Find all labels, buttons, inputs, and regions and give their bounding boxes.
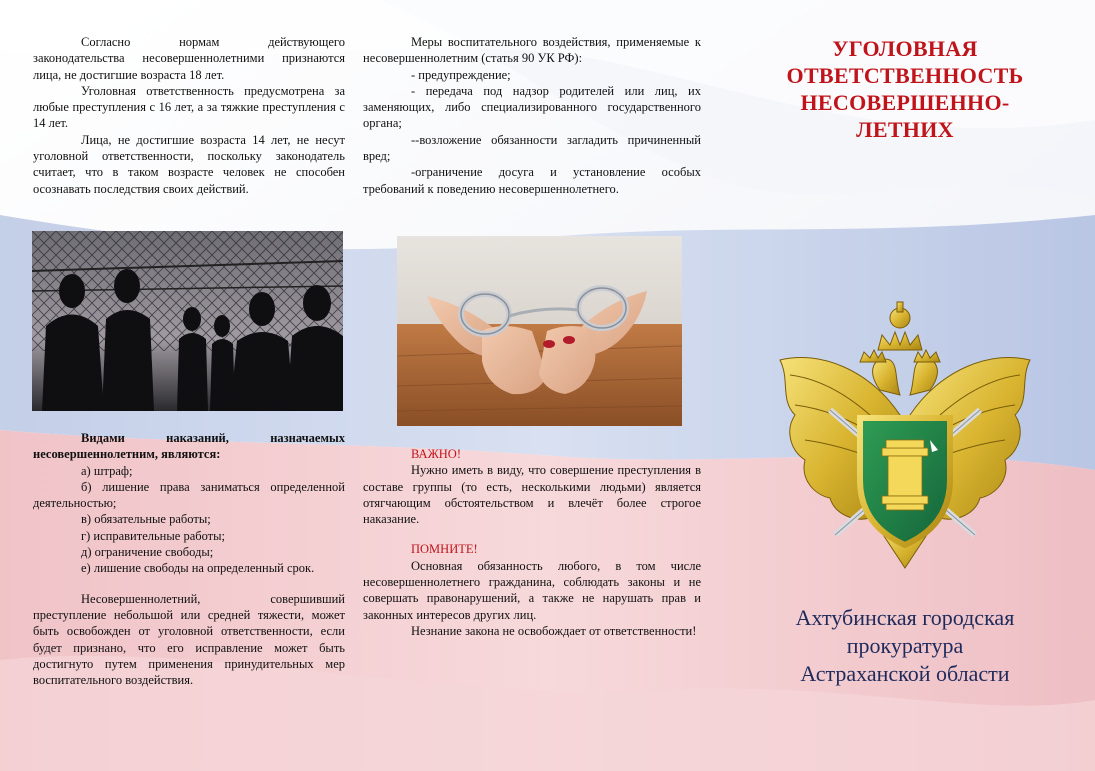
measure-item: - передача под надзор родителей или лиц, их заменяющих, либо специализированного государственного органа; <box>363 83 701 131</box>
punishment-item: е) лишение свободы на определенный срок. <box>81 561 315 576</box>
under-14-text: Лица, не достигшие возраста 14 лет, не несут уголовной ответственности, поскольку законодатель считает, что в таком возрасте человек не способен осознавать последствия своих действий. <box>33 132 345 196</box>
measure-item: --возложение обязанности загладить причиненный вред; <box>363 132 701 164</box>
punishments-section <box>33 430 345 688</box>
punishment-item: в) обязательные работы; <box>81 512 211 527</box>
punishment-item: а) штраф; <box>81 463 133 478</box>
important-text: Нужно иметь в виду, что совершение преступления в составе группы (то есть, несколькими людьми) является отягчающим обстоятельством и влечёт более строгое наказание. <box>363 463 701 527</box>
title-line: УГОЛОВНАЯ <box>832 36 978 61</box>
prosecutor-emblem-icon <box>760 300 1050 575</box>
punishment-item: д) ограничение свободы; <box>81 545 214 560</box>
intro-column <box>33 34 345 197</box>
important-label: ВАЖНО! <box>411 447 461 461</box>
org-line: прокуратура <box>846 633 964 658</box>
title-line: НЕСОВЕРШЕННО- <box>800 90 1010 115</box>
title-line: ОТВЕТСТВЕННОСТЬ <box>786 63 1024 88</box>
measure-item: - предупреждение; <box>411 67 511 82</box>
handcuffs-photo <box>397 236 682 426</box>
punishment-item: г) исправительные работы; <box>81 528 226 543</box>
brochure-title <box>760 35 1050 143</box>
age-definition-text: Согласно нормам действующего законодательства несовершеннолетними признаются лица, не достигшие возраста 18 лет. <box>33 35 345 82</box>
org-line: Астраханской области <box>800 661 1010 686</box>
law-ignorance-text: Незнание закона не освобождает от ответственности! <box>411 623 697 638</box>
remember-text: Основная обязанность любого, в том числе несовершеннолетнего гражданина, соблюдать законы и не совершать правонарушений, а также не нарушать прав и законных интересов других лиц. <box>363 558 701 622</box>
title-line: ЛЕТНИХ <box>856 117 954 142</box>
warnings-section <box>363 446 701 639</box>
org-line: Ахтубинская городская <box>795 605 1015 630</box>
measures-intro: Меры воспитательного воздействия, применяемые к несовершеннолетним (статья 90 УК РФ): <box>363 35 701 66</box>
release-text: Несовершеннолетний, совершивший преступление небольшой или средней тяжести, может быть освобожден от уголовной ответственности, если будет признано, что его исправление может быть достигнуто путем применения принудительных мер воспитательного воздействия. <box>33 591 345 688</box>
organization-name <box>760 604 1050 688</box>
measures-section <box>363 34 701 197</box>
measure-item: -ограничение досуга и установление особых требований к поведению несовершеннолетнего. <box>363 165 701 196</box>
punishments-heading: Видами наказаний, назначаемых несовершеннолетним, являются: <box>33 431 345 462</box>
liability-age-text: Уголовная ответственность предусмотрена за любые преступления с 16 лет, а за тяжкие преступления с 14 лет. <box>33 83 345 131</box>
remember-label: ПОМНИТЕ! <box>411 542 478 557</box>
prison-fence-photo <box>32 231 343 411</box>
punishment-item: б) лишение права заниматься определенной деятельностью; <box>33 479 345 511</box>
